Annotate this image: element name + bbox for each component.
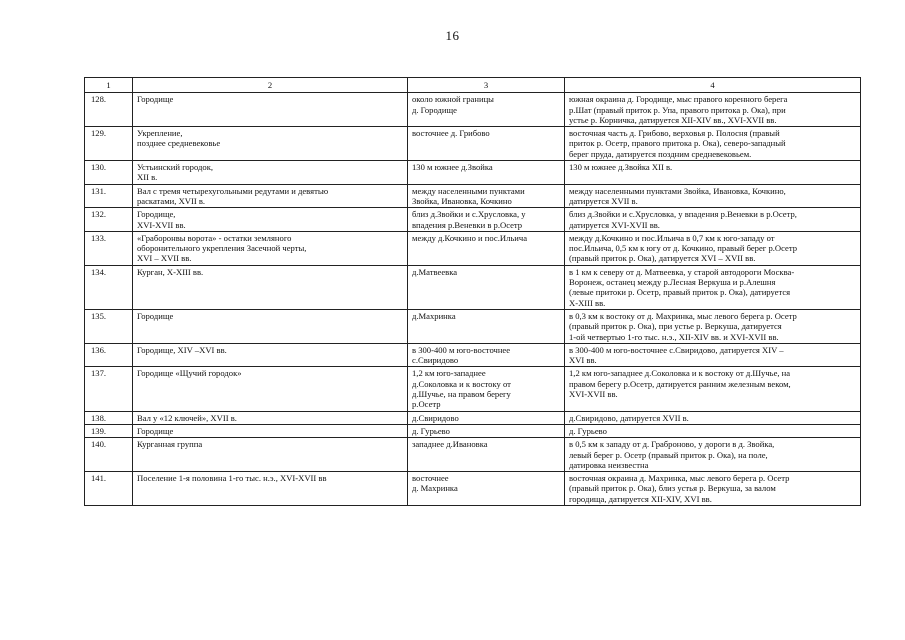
monument-location-cell	[408, 438, 565, 472]
monument-description-cell	[565, 438, 861, 472]
row-number-cell: 137.	[85, 367, 133, 411]
monument-location-cell	[408, 367, 565, 411]
monument-location-cell	[408, 161, 565, 185]
cell-text-line: в 300-400 м юго-восточнее с.Свиридово, датируется XIV –	[569, 344, 784, 355]
cell-text-line: д.Матвеевка	[412, 266, 458, 277]
row-number-cell: 136.	[85, 343, 133, 367]
monument-name-cell	[133, 472, 408, 506]
cell-text-line: Поселение 1-я половина 1-го тыс. н.э., XVI-XVII вв	[137, 473, 327, 484]
cell-text-line: приток р. Осетр, правого притока р. Ока), северо-западный	[569, 138, 786, 149]
cell-text-line: (правый приток р. Ока), при устье р. Веркуша, датируется	[569, 321, 782, 332]
row-number-cell: 133.	[85, 231, 133, 265]
monument-description-cell	[565, 309, 861, 343]
monument-location-cell	[408, 265, 565, 309]
cell-text-line: в 1 км к северу от д. Матвеевка, у старой автодороги Москва-	[569, 266, 795, 277]
cell-text-line: р.Осетр	[412, 399, 441, 410]
table-row	[85, 161, 861, 185]
row-number-cell: 139.	[85, 424, 133, 437]
monument-name-cell	[133, 93, 408, 127]
cell-text-line: между населенными пунктами Звойка, Ивановка, Кочкино,	[569, 185, 786, 196]
table-body	[85, 93, 861, 506]
cell-text-line: датируется XVI-XVII вв.	[569, 219, 660, 230]
cell-text-line: впадения р.Веневки в р.Осетр	[412, 219, 523, 230]
monument-name-cell	[133, 424, 408, 437]
table-row	[85, 424, 861, 437]
cell-text-line: XVI-XVII вв.	[137, 219, 186, 230]
row-number-cell: 134.	[85, 265, 133, 309]
cell-text-line: XVI вв.	[569, 355, 597, 366]
cell-text-line: Городище,	[137, 209, 176, 220]
cell-text-line: Курганная группа	[137, 439, 203, 450]
table-row	[85, 411, 861, 424]
cell-text-line: Городище	[137, 94, 174, 105]
cell-text-line: 130 м южнее д.Звойка	[412, 162, 493, 173]
monument-location-cell	[408, 184, 565, 208]
cell-text-line: Городище	[137, 310, 174, 321]
cell-text-line: 1,2 км юго-западнее д.Соколовка и к востоку от д.Шучье, на	[569, 368, 791, 379]
cell-text-line: XII в.	[137, 172, 158, 183]
cell-text-line: восточная окраина д. Махринка, мыс левого берега р. Осетр	[569, 473, 790, 484]
cell-text-line: (правый приток р. Ока), близ устья р. Веркуша, за валом	[569, 483, 776, 494]
row-number-cell: 135.	[85, 309, 133, 343]
cell-text-line: датировка неизвестна	[569, 459, 649, 470]
cell-text-line: д. Городище	[412, 104, 457, 115]
row-number-cell: 140.	[85, 438, 133, 472]
cell-text-line: (левые притоки р. Осетр, правый приток р. Ока), датируется	[569, 287, 791, 298]
cell-text-line: южная окраина д. Городище, мыс правого коренного берега	[569, 94, 788, 105]
cell-text-line: Городище	[137, 425, 174, 436]
cell-text-line: д. Гурьево	[569, 425, 607, 436]
row-number-cell: 138.	[85, 411, 133, 424]
cell-text-line: устье р. Корничка, датируется XII-XIV вв., XVI-XVII вв.	[569, 114, 777, 125]
cell-text-line: д.Шучье, на правом берегу	[412, 389, 511, 400]
cell-text-line: Городище, XIV –XVI вв.	[137, 344, 227, 355]
table-row	[85, 343, 861, 367]
table-row	[85, 127, 861, 161]
cell-text-line: берег пруда, датируется поздним средневековьем.	[569, 148, 752, 159]
monument-location-cell	[408, 424, 565, 437]
cell-text-line: XVI-XVII вв.	[569, 389, 618, 400]
monument-description-cell	[565, 472, 861, 506]
table-row	[85, 472, 861, 506]
cell-text-line: датируется XVII в.	[569, 195, 638, 206]
cell-text-line: р.Шат (правый приток р. Упа, правого притока р. Ока), при	[569, 104, 786, 115]
table-row	[85, 208, 861, 232]
table-row	[85, 93, 861, 127]
cell-text-line: д. Гурьево	[412, 425, 450, 436]
table-row	[85, 367, 861, 411]
cell-text-line: 130 м южнее д.Звойка XII в.	[569, 162, 673, 173]
monument-description-cell	[565, 93, 861, 127]
monument-location-cell	[408, 472, 565, 506]
cell-text-line: XVI – XVII вв.	[137, 253, 192, 264]
monuments-table-container	[84, 77, 860, 506]
monument-name-cell	[133, 367, 408, 411]
monument-description-cell	[565, 161, 861, 185]
cell-text-line: между д.Кочкино и пос.Ильича в 0,7 км к юго-западу от	[569, 232, 775, 243]
cell-text-line: правом берегу р.Осетр, датируется ранним железным веком,	[569, 378, 791, 389]
cell-text-line: близ д.Звойки и с.Хрусловка, у впадения р.Веневки в р.Осетр,	[569, 209, 797, 220]
cell-text-line: (правый приток р. Ока), датируется XVI – XVII вв.	[569, 253, 756, 264]
monument-description-cell	[565, 343, 861, 367]
row-number-cell: 141.	[85, 472, 133, 506]
monument-description-cell	[565, 424, 861, 437]
cell-text-line: между д.Кочкино и пос.Ильича	[412, 232, 528, 243]
cell-text-line: позднее средневековье	[137, 138, 221, 149]
monument-location-cell	[408, 93, 565, 127]
row-number-cell: 131.	[85, 184, 133, 208]
monument-location-cell	[408, 411, 565, 424]
monument-name-cell	[133, 411, 408, 424]
monument-name-cell	[133, 265, 408, 309]
cell-text-line: д.Свиридово, датируется XVII в.	[569, 412, 689, 423]
monument-location-cell	[408, 208, 565, 232]
column-header-location: 3	[408, 78, 565, 93]
monument-location-cell	[408, 127, 565, 161]
cell-text-line: между населенными пунктами	[412, 185, 525, 196]
monument-description-cell	[565, 411, 861, 424]
cell-text-line: д.Соколовка и к востоку от	[412, 378, 511, 389]
cell-text-line: д.Свиридово	[412, 412, 459, 423]
monument-name-cell	[133, 127, 408, 161]
cell-text-line: раскатами, XVII в.	[137, 195, 206, 206]
cell-text-line: д. Махринка	[412, 483, 458, 494]
monument-name-cell	[133, 161, 408, 185]
monument-description-cell	[565, 367, 861, 411]
cell-text-line: X-XIII вв.	[569, 297, 606, 308]
cell-text-line: пос.Ильича, 0,5 км к югу от д. Кочкино, правый берег р.Осетр	[569, 243, 797, 254]
cell-text-line: оборонительного укрепления Засечной черты,	[137, 243, 307, 254]
cell-text-line: Укрепление,	[137, 128, 183, 139]
cell-text-line: Городище «Щучий городок»	[137, 368, 242, 379]
monument-description-cell	[565, 231, 861, 265]
monument-name-cell	[133, 438, 408, 472]
monument-name-cell	[133, 343, 408, 367]
monument-name-cell	[133, 208, 408, 232]
row-number-cell: 128.	[85, 93, 133, 127]
monument-location-cell	[408, 309, 565, 343]
cell-text-line: Устьинский городок,	[137, 162, 214, 173]
table-row	[85, 309, 861, 343]
row-number-cell: 129.	[85, 127, 133, 161]
monument-name-cell	[133, 309, 408, 343]
column-header-name: 2	[133, 78, 408, 93]
table-row	[85, 438, 861, 472]
cell-text-line: восточная часть д. Грибово, верховья р. Полосня (правый	[569, 128, 780, 139]
cell-text-line: восточнее	[412, 473, 449, 484]
cell-text-line: Звойка, Ивановка, Кочкино	[412, 195, 512, 206]
cell-text-line: «Граборонвы ворота» - остатки земляного	[137, 232, 292, 243]
cell-text-line: д.Махринка	[412, 310, 456, 321]
cell-text-line: левый берег р. Осетр (правый приток р. Ока), на поле,	[569, 449, 768, 460]
cell-text-line: Курган, X-XIII вв.	[137, 266, 204, 277]
monuments-table	[84, 77, 861, 506]
monument-name-cell	[133, 184, 408, 208]
cell-text-line: Вал с тремя четырехугольными редутами и девятью	[137, 185, 329, 196]
monument-description-cell	[565, 265, 861, 309]
column-header-description: 4	[565, 78, 861, 93]
cell-text-line: около южной границы	[412, 94, 494, 105]
cell-text-line: городища, датируется XII-XIV, XVI вв.	[569, 493, 712, 504]
row-number-cell: 130.	[85, 161, 133, 185]
cell-text-line: Вал у «12 ключей», XVII в.	[137, 412, 237, 423]
table-row	[85, 184, 861, 208]
table-row	[85, 265, 861, 309]
cell-text-line: в 0,3 км к востоку от д. Махринка, мыс левого берега р. Осетр	[569, 310, 797, 321]
monument-description-cell	[565, 208, 861, 232]
row-number-cell: 132.	[85, 208, 133, 232]
monument-name-cell	[133, 231, 408, 265]
cell-text-line: западнее д.Ивановка	[412, 439, 488, 450]
monument-description-cell	[565, 184, 861, 208]
page-number: 16	[445, 28, 460, 43]
monument-location-cell	[408, 343, 565, 367]
cell-text-line: с.Свиридово	[412, 355, 459, 366]
table-header-row	[85, 78, 861, 93]
cell-text-line: 1-ой четвертью 1-го тыс. н.э., XII-XIV вв. и XVI-XVII вв.	[569, 331, 779, 342]
table-row	[85, 231, 861, 265]
cell-text-line: в 0,5 км к западу от д. Граброново, у дороги в д. Звойка,	[569, 439, 775, 450]
cell-text-line: в 300-400 м юго-восточнее	[412, 344, 511, 355]
cell-text-line: близ д.Звойки и с.Хрусловка, у	[412, 209, 526, 220]
cell-text-line: восточнее д. Грибово	[412, 128, 490, 139]
monument-description-cell	[565, 127, 861, 161]
column-header-number: 1	[85, 78, 133, 93]
cell-text-line: 1,2 км юго-западнее	[412, 368, 486, 379]
monument-location-cell	[408, 231, 565, 265]
cell-text-line: Воронеж, останец между р.Лесная Веркуша и р.Алешня	[569, 277, 776, 288]
